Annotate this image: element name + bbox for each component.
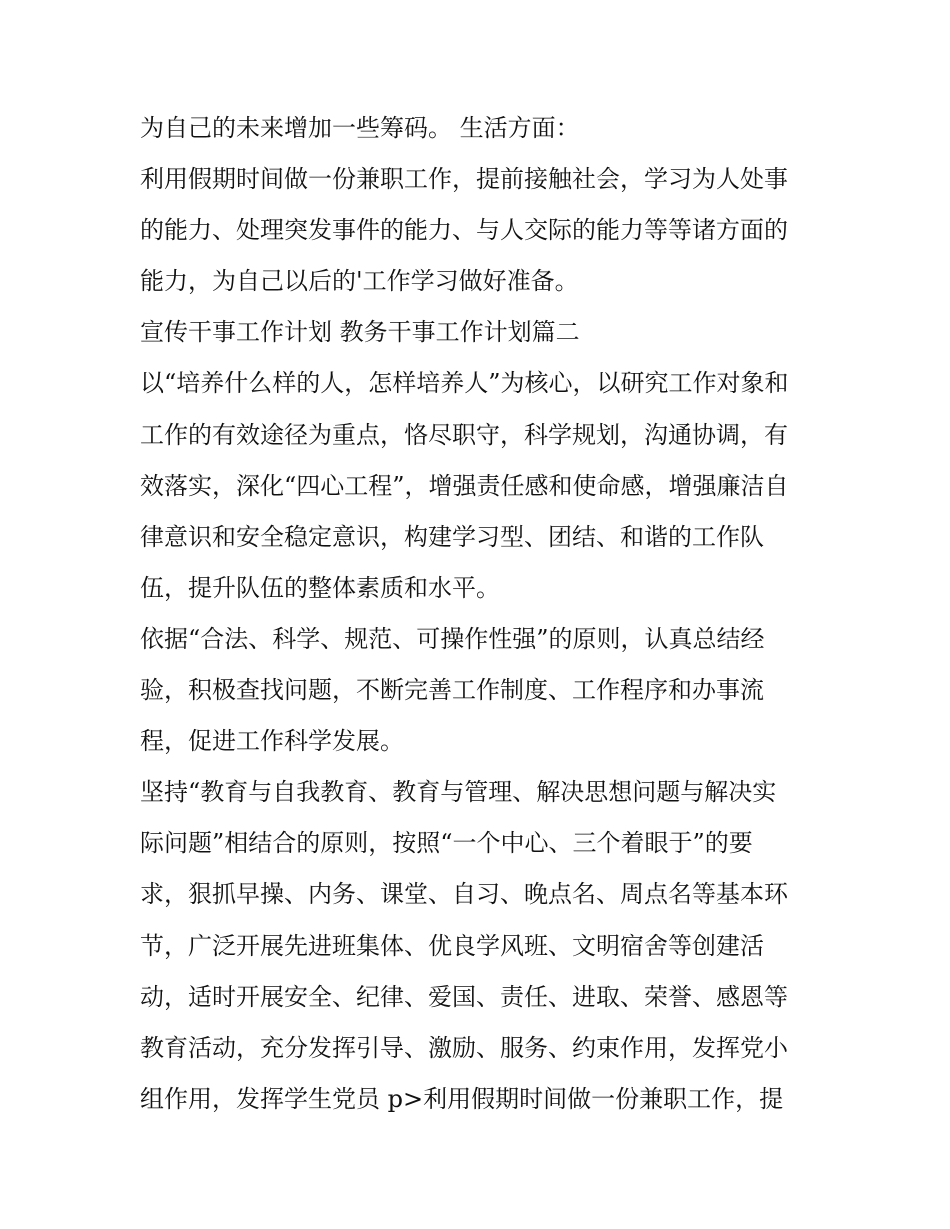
text-line: 求，狠抓早操、内务、课堂、自习、晚点名、周点名等基本环 [140, 880, 788, 909]
text-line: 组作用，发挥学生党员 p>利用假期时间做一份兼职工作，提 [140, 1084, 784, 1113]
text-line: 依据“合法、科学、规范、可操作性强”的原则，认真总结经 [140, 624, 765, 653]
text-line: 动，适时开展安全、纪律、爱国、责任、进取、荣誉、感恩等 [140, 982, 788, 1011]
text-line: 教育活动，充分发挥引导、激励、服务、约束作用，发挥党小 [140, 1033, 788, 1062]
text-line: 利用假期时间做一份兼职工作，提前接触社会，学习为人处事 [140, 165, 788, 194]
text-line: 程，促进工作科学发展。 [140, 727, 404, 756]
text-line: 律意识和安全稳定意识，构建学习型、团结、和谐的工作队 [140, 522, 764, 551]
text-line: 际问题”相结合的原则，按照“一个中心、三个着眼于”的要 [140, 829, 753, 858]
text-line: 验，积极查找问题，不断完善工作制度、工作程序和办事流 [140, 676, 764, 705]
text-line: 效落实，深化“四心工程”，增强责任感和使命感，增强廉洁自 [140, 471, 789, 500]
text-line: 节，广泛开展先进班集体、优良学风班、文明宿舍等创建活 [140, 931, 764, 960]
text-line: 伍，提升队伍的整体素质和水平。 [140, 573, 500, 602]
section-heading: 宣传干事工作计划 教务干事工作计划篇二 [140, 318, 580, 347]
text-line: 的能力、处理突发事件的能力、与人交际的能力等等诸方面的 [140, 216, 788, 245]
document-body [140, 103, 820, 1125]
text-line: 以“培养什么样的人，怎样培养人”为核心，以研究工作对象和 [140, 369, 789, 398]
text-line: 坚持“教育与自我教育、教育与管理、解决思想问题与解决实 [140, 778, 777, 807]
text-line: 工作的有效途径为重点，恪尽职守，科学规划，沟通协调，有 [140, 420, 788, 449]
text-line: 为自己的未来增加一些筹码。 生活方面： [140, 114, 580, 142]
text-line: 能力，为自己以后的'工作学习做好准备。 [140, 267, 579, 296]
